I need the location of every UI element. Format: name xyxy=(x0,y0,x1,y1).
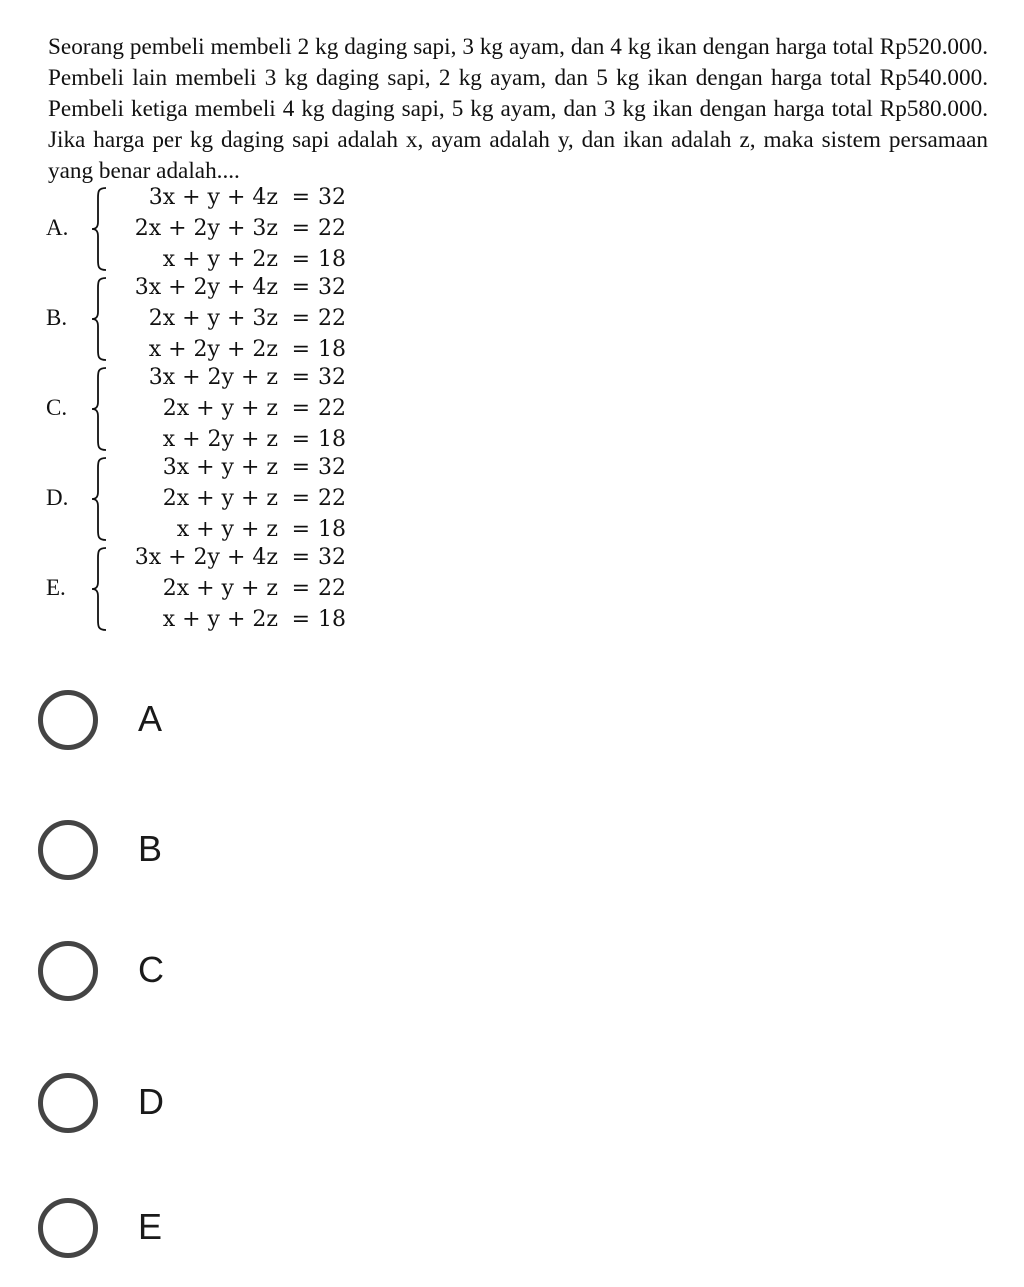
equation-row xyxy=(112,393,372,424)
equation-rhs: 32 xyxy=(318,185,346,210)
equation-relation: = xyxy=(291,275,310,300)
left-brace-icon xyxy=(88,454,110,544)
answer-choice-label: C xyxy=(138,949,164,990)
equation-lhs: 2x + 2y + 3z xyxy=(134,216,278,241)
radio-button-icon[interactable] xyxy=(38,941,98,1001)
equation-rhs: 22 xyxy=(318,576,346,601)
equation-lhs: x + y + 2z xyxy=(162,607,278,632)
answer-choice-e[interactable] xyxy=(38,1198,438,1268)
equation-row xyxy=(112,483,372,514)
equation-rhs: 22 xyxy=(318,486,346,511)
equation-lhs: x + y + 2z xyxy=(162,247,278,272)
equation-row xyxy=(112,424,372,455)
equation-rhs: 18 xyxy=(318,607,346,632)
equation-row xyxy=(112,362,372,393)
equation-lhs: 3x + y + z xyxy=(162,455,278,480)
equation-rhs: 22 xyxy=(318,396,346,421)
equation-lhs: 3x + 2y + z xyxy=(148,365,278,390)
equation-row xyxy=(112,303,372,334)
equation-relation: = xyxy=(291,576,310,601)
equation-lhs: 2x + y + z xyxy=(162,576,278,601)
equation-relation: = xyxy=(291,455,310,480)
equation-rhs: 18 xyxy=(318,517,346,542)
option-letter: C. xyxy=(46,395,68,420)
equation-lhs: 3x + y + 4z xyxy=(148,185,278,210)
option-letter: B. xyxy=(46,305,68,330)
radio-button-icon[interactable] xyxy=(38,820,98,880)
equation-relation: = xyxy=(291,216,310,241)
answer-choice-label: E xyxy=(138,1206,163,1247)
equation-rhs: 22 xyxy=(318,216,346,241)
equation-lhs: x + 2y + 2z xyxy=(148,337,278,362)
equation-row xyxy=(112,573,372,604)
radio-button-icon[interactable] xyxy=(38,690,98,750)
equation-row xyxy=(112,514,372,545)
equation-relation: = xyxy=(291,486,310,511)
option-letter: E. xyxy=(46,575,66,600)
equation-row xyxy=(112,182,372,213)
answer-choice-label: B xyxy=(138,828,163,869)
equation-row xyxy=(112,213,372,244)
equation-lhs: 2x + y + 3z xyxy=(148,306,278,331)
answer-choice-a[interactable] xyxy=(38,690,438,760)
left-brace-icon xyxy=(88,274,110,364)
left-brace-icon xyxy=(88,184,110,274)
equation-rhs: 32 xyxy=(318,545,346,570)
answer-choice-label: A xyxy=(138,698,163,739)
equation-relation: = xyxy=(291,247,310,272)
radio-button-icon[interactable] xyxy=(38,1073,98,1133)
equation-relation: = xyxy=(291,306,310,331)
equation-lhs: 3x + 2y + 4z xyxy=(134,545,278,570)
radio-button-icon[interactable] xyxy=(38,1198,98,1258)
question-text: Seorang pembeli membeli 2 kg daging sapi, 3 kg ayam, dan 4 kg ikan dengan harga total Rp520.000. Pembeli lain membeli 3 kg daging sapi, 2 kg ayam, dan 5 kg ikan dengan harga total Rp540.000. Pembeli ketiga membeli 4 kg daging sapi, 5 kg ayam, dan 3 kg ikan dengan harga total Rp580.000. Jika harga per kg daging sapi adalah x, ayam adalah y, dan ikan adalah z, maka sistem persamaan yang benar adalah.... xyxy=(48,34,988,184)
equation-relation: = xyxy=(291,607,310,632)
equation-row xyxy=(112,272,372,303)
equation-lhs: 2x + y + z xyxy=(162,396,278,421)
equation-relation: = xyxy=(291,185,310,210)
left-brace-icon xyxy=(88,364,110,454)
answer-choice-c[interactable] xyxy=(38,941,438,1011)
equation-row xyxy=(112,604,372,635)
answer-choice-b[interactable] xyxy=(38,820,438,890)
equation-lhs: 2x + y + z xyxy=(162,486,278,511)
equation-row xyxy=(112,334,372,365)
equation-rhs: 32 xyxy=(318,275,346,300)
equation-rhs: 18 xyxy=(318,337,346,362)
answer-choice-label: D xyxy=(138,1081,164,1122)
equation-row xyxy=(112,244,372,275)
equation-relation: = xyxy=(291,365,310,390)
equation-rhs: 32 xyxy=(318,365,346,390)
equation-relation: = xyxy=(291,337,310,362)
equation-rhs: 32 xyxy=(318,455,346,480)
equation-relation: = xyxy=(291,396,310,421)
equation-rhs: 18 xyxy=(318,427,346,452)
equation-relation: = xyxy=(291,427,310,452)
equation-relation: = xyxy=(291,545,310,570)
equation-lhs: 3x + 2y + 4z xyxy=(134,275,278,300)
equation-lhs: x + 2y + z xyxy=(162,427,278,452)
option-letter: A. xyxy=(46,215,69,240)
equation-row xyxy=(112,452,372,483)
equation-rhs: 22 xyxy=(318,306,346,331)
equation-lhs: x + y + z xyxy=(176,517,278,542)
left-brace-icon xyxy=(88,544,110,634)
equation-row xyxy=(112,542,372,573)
option-letter: D. xyxy=(46,485,69,510)
equation-rhs: 18 xyxy=(318,247,346,272)
answer-choice-d[interactable] xyxy=(38,1073,438,1143)
equation-relation: = xyxy=(291,517,310,542)
